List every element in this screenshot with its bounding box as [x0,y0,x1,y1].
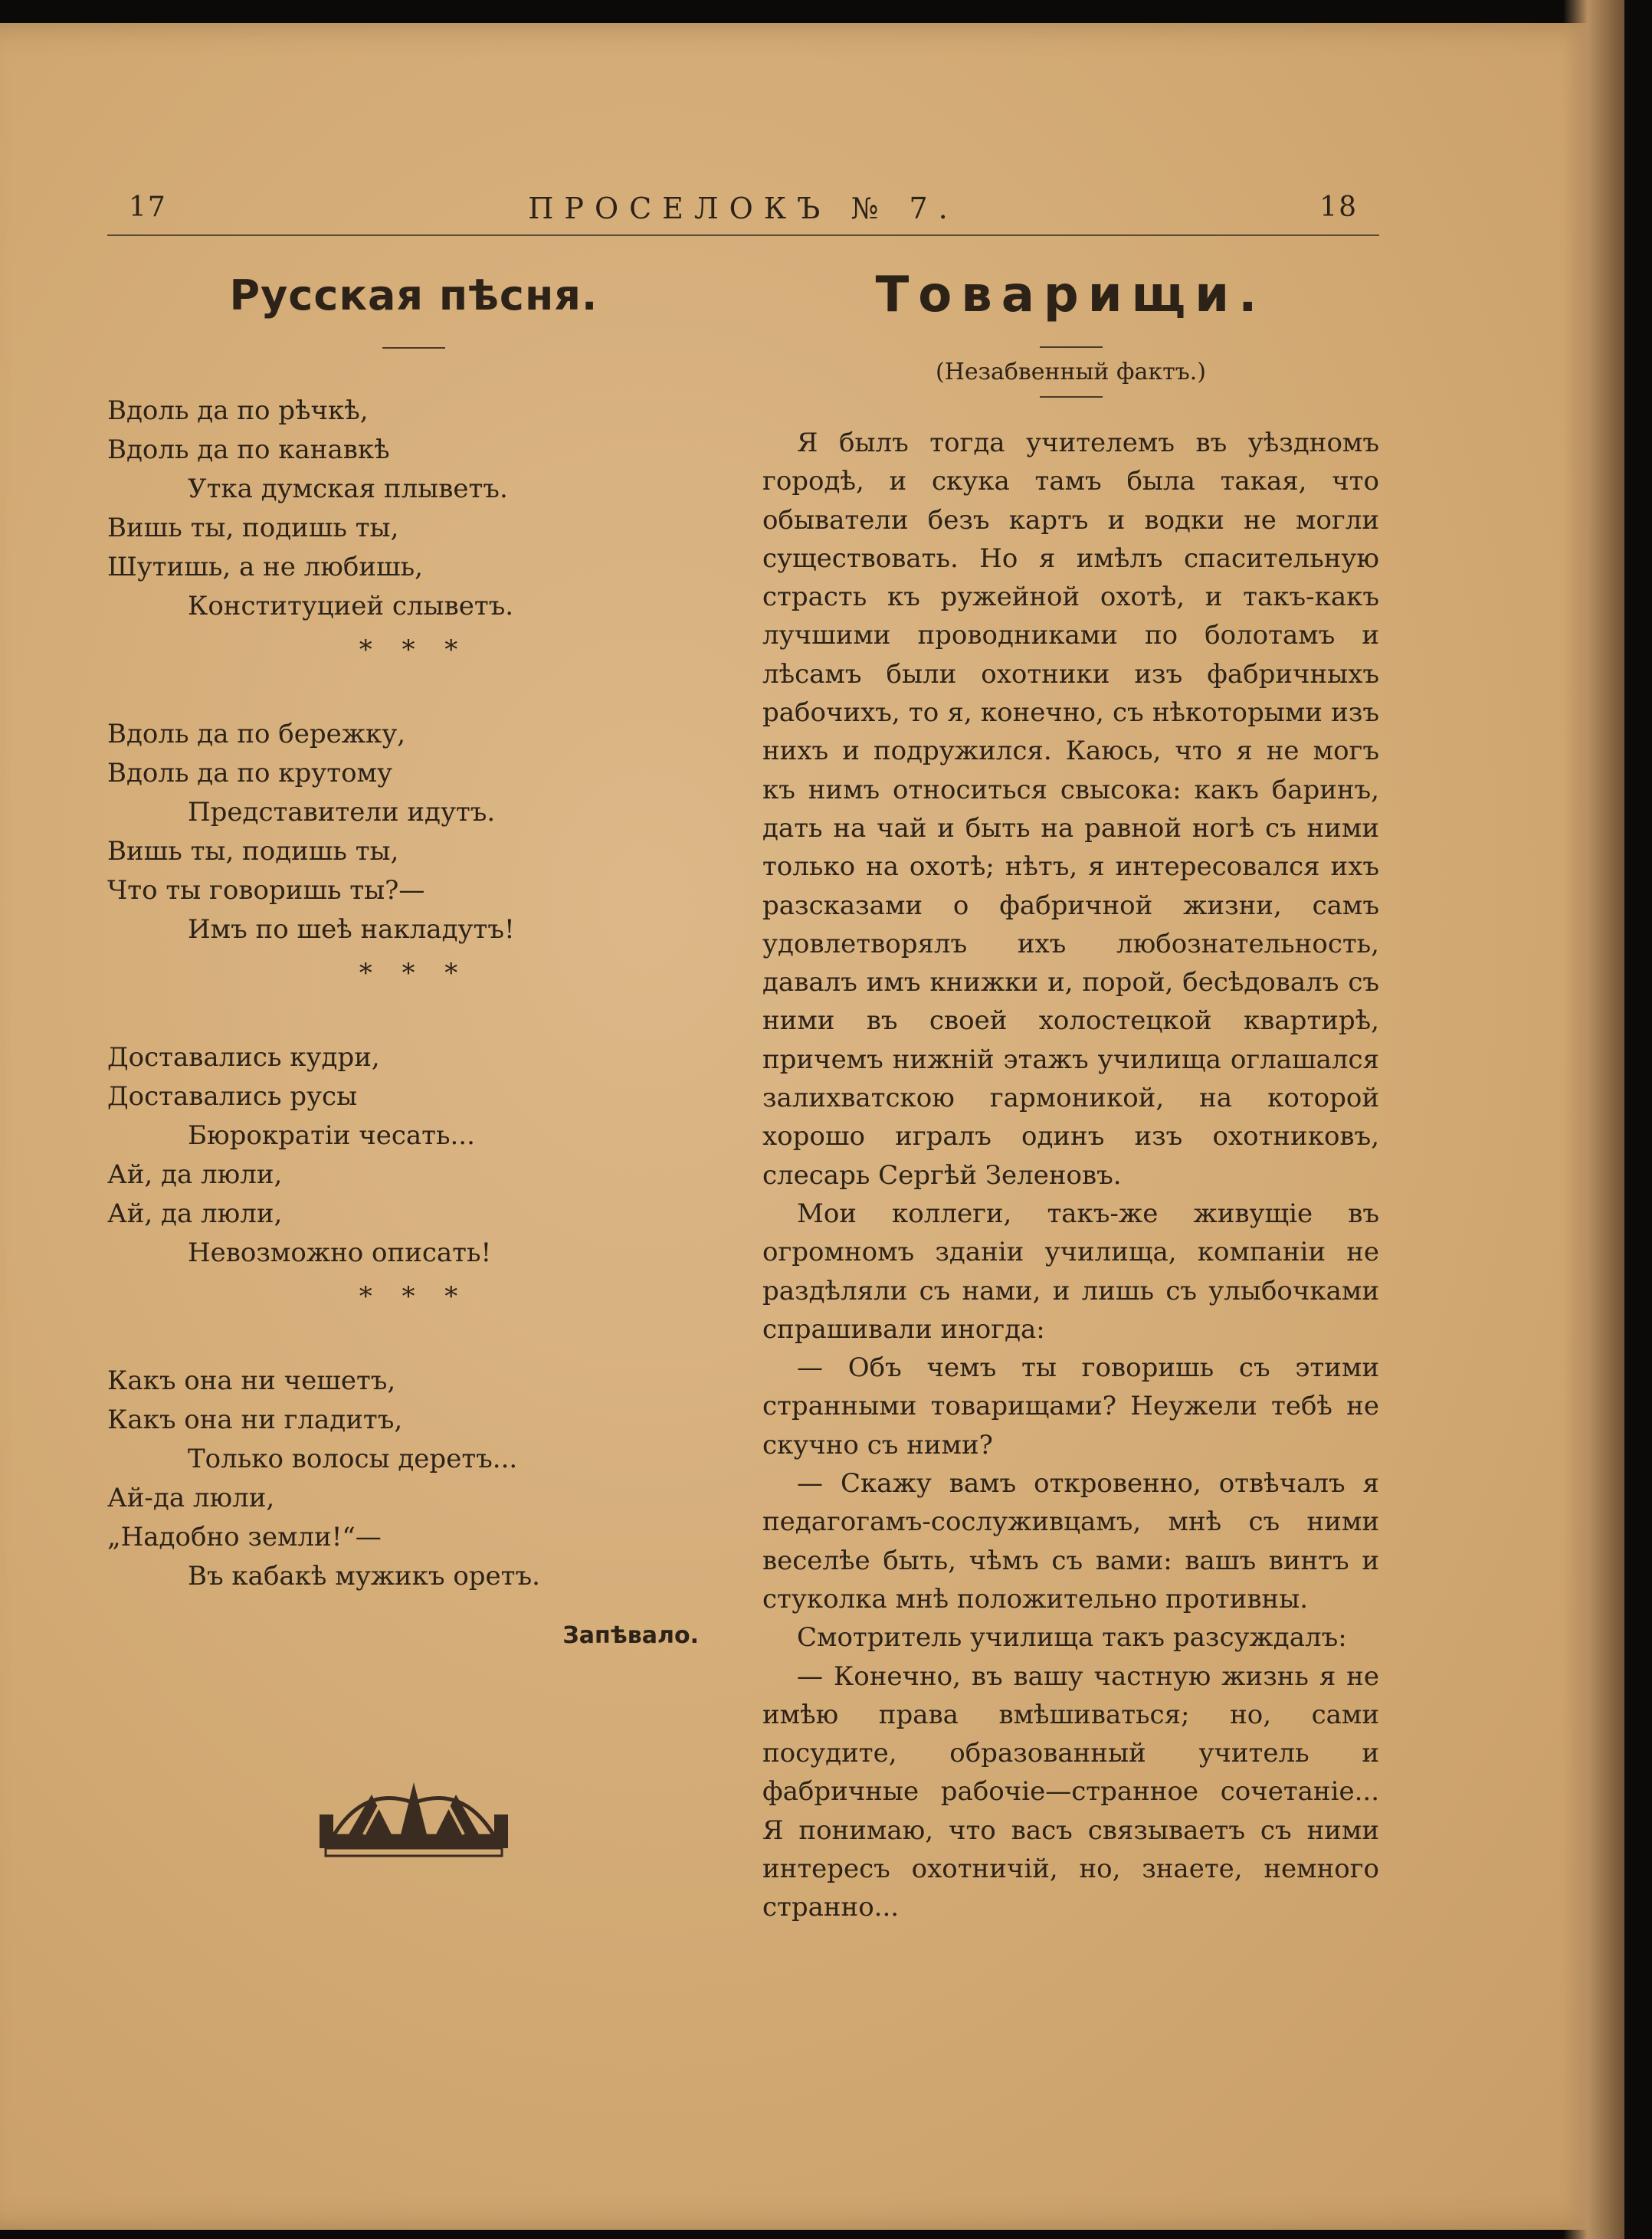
asterism: * * * [359,634,469,665]
verse-line: Вдоль да по бережку, [107,719,406,749]
verse-line: Ай, да люли, [107,1159,283,1190]
verse-line: Представители идутъ. [188,797,496,828]
verse-line: Вишь ты, подишь ты, [107,836,399,867]
asterism: * * * [359,1281,469,1312]
verse-line: „Надобно земли!“— [107,1522,382,1552]
paragraph: — Конечно, въ вашу частную жизнь я не имѣю права вмѣшиваться; но, сами посудите, образованный учитель и фабричные рабочiе—странное сочетанiе... Я понимаю, что васъ связываетъ съ ними интересъ охотничiй, но, знаете, немного странно... [762,1660,1379,1923]
story-subtitle: (Незабвенный фактъ.) [935,359,1206,385]
verse-line: Что ты говоришь ты?— [107,875,425,906]
paragraph: Мои коллеги, такъ-же живущiе въ огромномъ зданiи училища, компанiи не раздѣляли съ нами, и лишь съ улыбочками спрашивали иногда: [762,1198,1379,1345]
stanza [107,1362,720,1596]
story-column [762,261,1379,1927]
stanza [107,1038,720,1273]
story-body [762,424,1379,1927]
verse-line: Доставались кудри, [107,1042,380,1073]
verse-line: Утка думская плыветъ. [188,474,508,504]
title-rule [382,347,445,349]
running-header [107,192,1379,236]
book-ornament-icon [318,1779,510,1864]
verse-line: Бюрократiи чесать... [188,1120,475,1151]
poem-title: Русская пѣсня. [229,271,598,320]
verse-line: Имъ по шеѣ накладутъ! [188,914,515,945]
verse-line: Доставались русы [107,1081,358,1112]
subtitle-rule [1040,396,1103,398]
story-title: Товарищи. [875,267,1267,323]
verse-line: Конституцией слыветъ. [188,591,514,621]
page-edge [1563,0,1624,2239]
paragraph: Смотритель училища такъ разсуждалъ: [797,1622,1347,1654]
verse-line: Вдоль да по крутому [107,758,393,788]
paragraph: Я былъ тогда учителемъ въ уѣздномъ городѣ, и скука тамъ была такая, что обыватели безъ картъ и водки не могли существовать. Но я имѣлъ спасительную страсть къ ружейной охотѣ, и такъ-какъ лучшими проводниками по болотамъ и лѣсамъ были охотники изъ фабричныхъ рабочихъ, то я, конечно, съ нѣкоторыми изъ нихъ и подружился. Каюсь, что я не могъ къ нимъ относиться свысока: какъ баринъ, дать на чай и быть на равной ногѣ съ ними только на охотѣ; нѣтъ, я интересовался ихъ разсказами о фабричной жизни, самъ удовлетворялъ ихъ любознательность, давалъ имъ книжки и, порой, бесѣдовалъ съ ними въ своей холостецкой квартирѣ, причемъ нижнiй этажъ училища оглашался залихватскою гармоникой, на которой хорошо игралъ одинъ изъ охотниковъ, слесарь Сергѣй Зеленовъ. [762,428,1379,1191]
right-page-number: 18 [1319,192,1358,223]
verse-line: Ай, да люли, [107,1198,283,1229]
verse-line: Вишь ты, подишь ты, [107,513,399,543]
poem-column [107,261,720,1864]
journal-title: ПРОСЕЛОКЪ № 7. [528,192,959,225]
verse-line: Какъ она ни гладитъ, [107,1405,403,1435]
stanza [107,392,720,626]
paragraph: — Объ чемъ ты говоришь съ этими странными товарищами? Неужели тебѣ не скучно съ ними? [762,1352,1379,1460]
verse-line: Шутишь, а не любишь, [107,552,423,582]
verse-line: Невозможно описать! [188,1238,492,1268]
stanza [107,715,720,949]
verse-line: Вдоль да по канавкѣ [107,434,390,465]
verse-line: Въ кабакѣ мужикъ оретъ. [188,1561,540,1592]
verse-line: Ай-да люли, [107,1483,275,1513]
title-rule [1040,346,1103,348]
paragraph: — Скажу вамъ откровенно, отвѣчалъ я педагогамъ-сослуживцамъ, мнѣ съ ними веселѣе быть, чѣмъ съ вами: вашъ винтъ и стуколка мнѣ положительно противны. [762,1468,1379,1615]
poem-signature: Запѣвало. [562,1622,699,1649]
left-page-number: 17 [129,192,167,223]
verse-line: Какъ она ни чешетъ, [107,1365,396,1396]
verse-line: Вдоль да по рѣчкѣ, [107,395,369,426]
verse-line: Только волосы деретъ... [188,1444,518,1474]
asterism: * * * [359,958,469,988]
